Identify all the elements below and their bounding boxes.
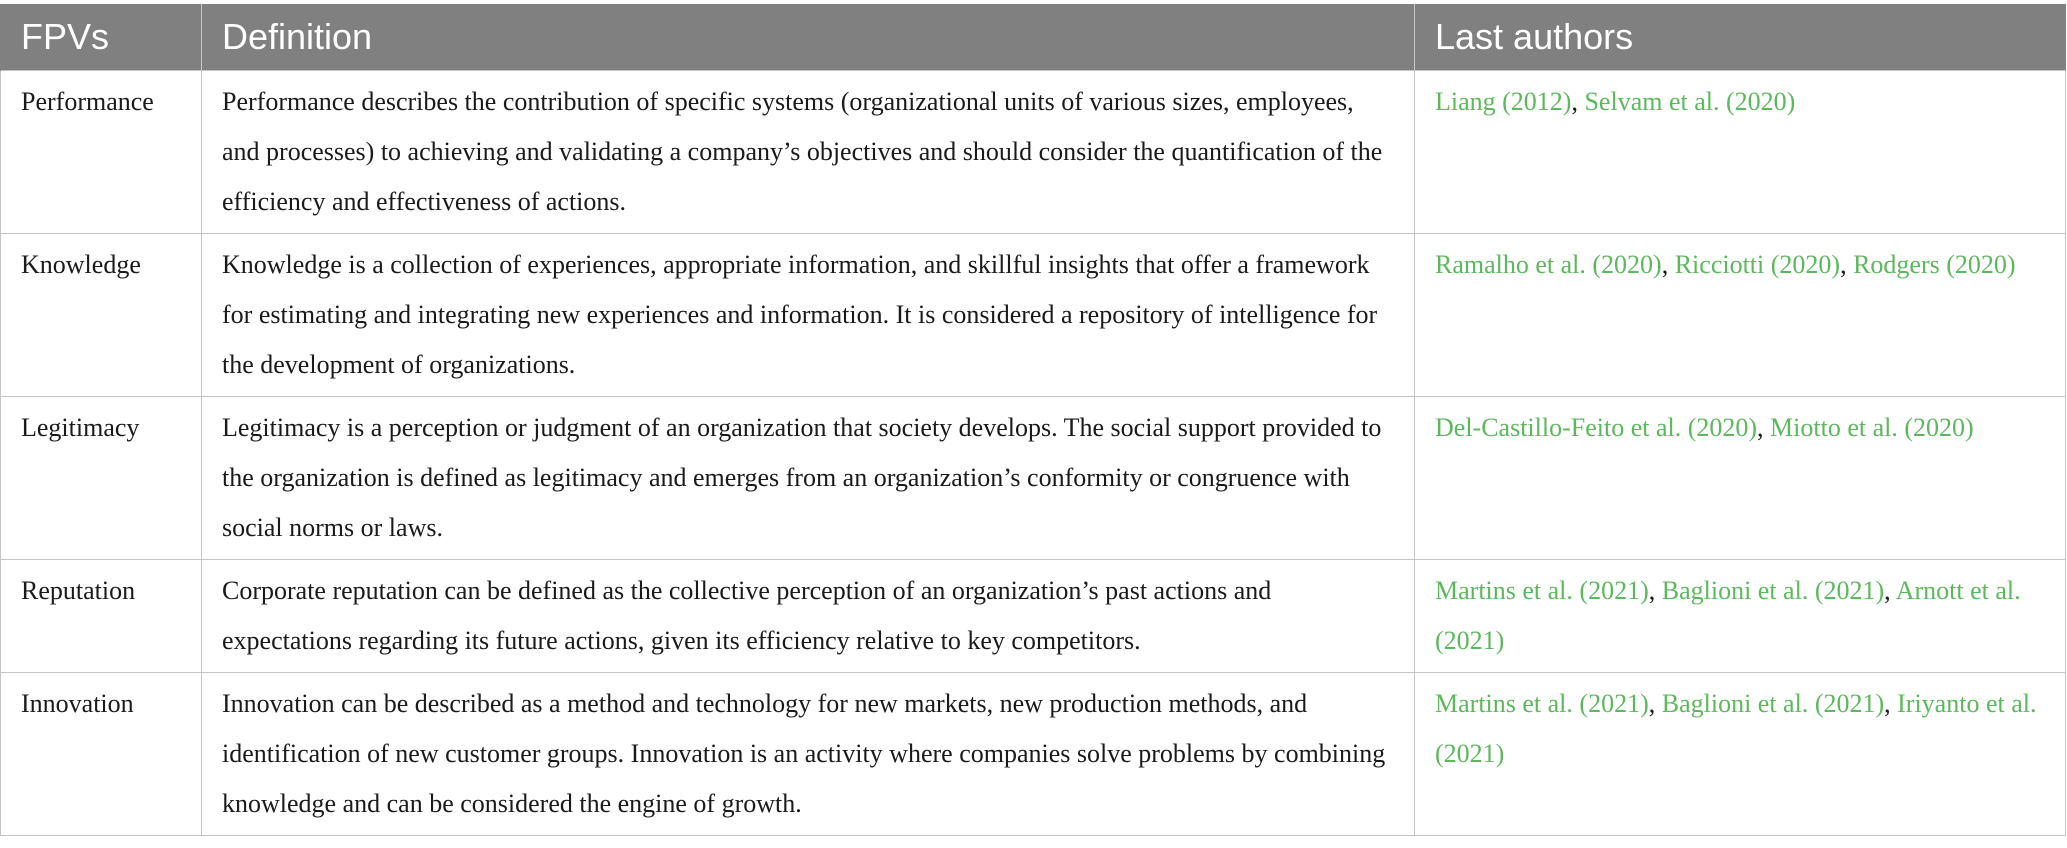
table-header [1,4,2066,70]
definition-cell: Innovation can be described as a method and technology for new markets, new production methods, and identification of new customer groups. Innovation is an activity where companies solve problems by combining knowledge and can be considered the engine of growth. [202,672,1415,835]
table-row [1,396,2066,559]
authors-cell: Martins et al. (2021), Baglioni et al. (2021), Arnott et al. (2021) [1415,559,2066,672]
definition-cell: Performance describes the contribution of specific systems (organizational units of various sizes, employees, and processes) to achieving and validating a company’s objectives and should consider the quantification of the efficiency and effectiveness of actions. [202,70,1415,233]
author-link[interactable]: Selvam et al. (2020) [1584,86,1796,116]
table-row [1,233,2066,396]
header-fpvs: FPVs [1,4,202,70]
table-body [1,70,2066,835]
authors-cell: Ramalho et al. (2020), Ricciotti (2020), Rodgers (2020) [1415,233,2066,396]
definition-cell: Knowledge is a collection of experiences, appropriate information, and skillful insights that offer a framework for estimating and integrating new experiences and information. It is considered a repository of intelligence for the development of organizations. [202,233,1415,396]
author-link[interactable]: Martins et al. (2021) [1435,575,1649,605]
fpv-cell: Legitimacy [1,396,202,559]
table-row [1,70,2066,233]
table-row [1,672,2066,835]
fpv-definitions-table [0,4,2066,836]
table-row [1,559,2066,672]
author-link[interactable]: Arnott et al. (2021) [1435,575,2021,655]
header-definition: Definition [202,4,1415,70]
author-link[interactable]: Baglioni et al. (2021) [1661,575,1885,605]
author-link[interactable]: Rodgers (2020) [1853,249,2016,279]
author-link[interactable]: Del-Castillo-Feito et al. (2020) [1435,412,1758,442]
authors-cell: Del-Castillo-Feito et al. (2020), Miotto et al. (2020) [1415,396,2066,559]
fpv-cell: Performance [1,70,202,233]
author-link[interactable]: Baglioni et al. (2021) [1661,688,1885,718]
definition-cell: Corporate reputation can be defined as the collective perception of an organization’s past actions and expectations regarding its future actions, given its efficiency relative to key competitors. [202,559,1415,672]
header-last-authors: Last authors [1415,4,2066,70]
author-link[interactable]: Iriyanto et al. (2021) [1435,688,2037,768]
author-link[interactable]: Ramalho et al. (2020) [1435,249,1662,279]
author-link[interactable]: Ricciotti (2020) [1674,249,1841,279]
header-row [1,4,2066,70]
fpv-cell: Reputation [1,559,202,672]
author-link[interactable]: Liang (2012) [1435,86,1572,116]
author-link[interactable]: Martins et al. (2021) [1435,688,1649,718]
fpv-cell: Innovation [1,672,202,835]
fpv-cell: Knowledge [1,233,202,396]
definition-cell: Legitimacy is a perception or judgment of an organization that society develops. The social support provided to the organization is defined as legitimacy and emerges from an organization’s conformity or congruence with social norms or laws. [202,396,1415,559]
author-link[interactable]: Miotto et al. (2020) [1770,412,1974,442]
authors-cell: Martins et al. (2021), Baglioni et al. (2021), Iriyanto et al. (2021) [1415,672,2066,835]
authors-cell: Liang (2012), Selvam et al. (2020) [1415,70,2066,233]
